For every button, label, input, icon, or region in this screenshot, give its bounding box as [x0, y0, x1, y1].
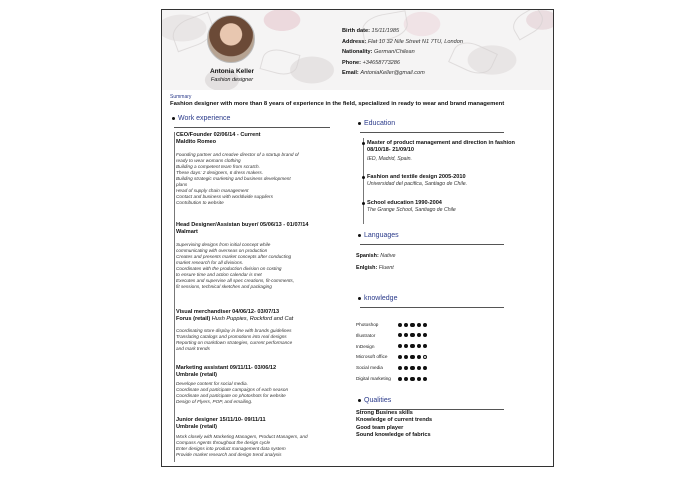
rating-filled-dot-icon [417, 323, 421, 327]
divider [360, 307, 504, 308]
timeline-line [363, 138, 364, 224]
contact-phone: Phone: +34658773286 [342, 59, 401, 66]
education-school: IED, Madrid, Spain. [367, 156, 412, 162]
rating-filled-dot-icon [398, 355, 402, 359]
summary-label: Summary [170, 94, 192, 100]
divider [360, 132, 504, 133]
job-bullets: Supervising designs from initial concept while communicating with overseas on production Creates and presents market concepts after conducting market research for all divisions. Coordinates with the production division on costing to ensure time and action calendar is met Executes and supervise all spec creations, fit-comments, fit sessions, technical sketches and packaging [176, 242, 295, 289]
rating-filled-dot-icon [423, 366, 427, 370]
timeline-dot-icon [362, 142, 365, 145]
rating-filled-dot-icon [398, 323, 402, 327]
rating-filled-dot-icon [410, 377, 414, 381]
job-bullets: Develope content for social media. Coordinate and participate campaigns of each season Coordinate and participate on photoshots for website Design of Flyers, POP, and emailing. [176, 381, 289, 404]
job-bullets: Founding partner and creative director of a startup brand of ready to wear womans clothing Building a competent team from scratch. These days: 2 designers, 6 dress makers. Building strategic marketing and business development plans Head of supply chain management Contact and business with worldwide suppliers Contribution to website [176, 152, 299, 205]
rating-filled-dot-icon [417, 355, 421, 359]
skill-name: Photoshop [356, 322, 379, 327]
rating-filled-dot-icon [423, 323, 427, 327]
rating-filled-dot-icon [404, 355, 408, 359]
rating-filled-dot-icon [398, 366, 402, 370]
education-school: The Grange School, Santiago de Chile [367, 207, 456, 213]
quality-item: Sound knowledge of fabrics [356, 432, 431, 439]
education-heading: Education [358, 120, 395, 127]
rating-filled-dot-icon [398, 344, 402, 348]
bullet-icon [358, 297, 361, 300]
work-experience-heading: Work experience [172, 115, 230, 122]
quality-item: Strong Busines skills [356, 410, 413, 416]
language-spanish: Spanish: Native [356, 253, 396, 259]
rating-filled-dot-icon [423, 344, 427, 348]
rating-filled-dot-icon [423, 377, 427, 381]
rating-filled-dot-icon [398, 333, 402, 337]
rating-filled-dot-icon [417, 333, 421, 337]
skill-name: InDesign [356, 343, 375, 349]
education-title: Fashion and textile design 2005-2010 [367, 174, 466, 180]
summary-text: Fashion designer with more than 8 years of experience in the field, specialized in ready to wear and brand management [170, 101, 505, 107]
education-school: Universidad del pacifica, Santiago de Chile. [367, 181, 468, 187]
skill-rating [398, 323, 427, 327]
rating-filled-dot-icon [410, 355, 414, 359]
languages-heading: Languages [358, 232, 399, 239]
header-banner [162, 10, 553, 90]
bullet-icon [172, 117, 175, 120]
rating-filled-dot-icon [398, 377, 402, 381]
contact-email: Email: AntoniaKeller@gmail.com [342, 70, 425, 77]
job-title: CEO/Founder 02/06/14 - Current Maldito Romeo [176, 132, 261, 145]
rating-empty-dot-icon [423, 355, 427, 359]
rating-filled-dot-icon [404, 366, 408, 370]
education-title: School education 1990-2004 [367, 200, 442, 206]
job-bullets: Work closely with Marketing Managers, Product Managers, and Compass Agents throughout the design cycle Enter designs into product management data system Provide market research and design trend analysis [176, 434, 308, 457]
quality-item: Good team player [356, 424, 404, 431]
skill-name: Digital marketing [356, 376, 391, 381]
rating-filled-dot-icon [423, 333, 427, 337]
education-title: Master of product management and direction in fashion 08/10/18- 21/09/10 [367, 140, 515, 153]
divider [360, 244, 504, 245]
rating-filled-dot-icon [417, 366, 421, 370]
language-english: Enlgish: Fluent [356, 265, 394, 271]
rating-filled-dot-icon [417, 344, 421, 348]
qualities-list [356, 410, 432, 440]
profile-name: Antonia Keller [209, 68, 255, 75]
quality-item: Knowledge of current trends [356, 417, 433, 424]
skill-name: Microsoft office [356, 354, 388, 360]
resume-page [161, 9, 554, 467]
divider [174, 127, 330, 128]
profile-role: Fashion designer [210, 77, 254, 83]
contact-details [342, 26, 463, 79]
skill-rating [398, 366, 427, 370]
profile-photo [207, 15, 255, 63]
job-title: Visual merchandiser 04/06/12- 03/07/13 Forus (retail) Hush Puppies, Rockford and Cat [176, 309, 294, 322]
rating-filled-dot-icon [410, 333, 414, 337]
rating-filled-dot-icon [404, 377, 408, 381]
skill-rating [398, 355, 427, 359]
rating-filled-dot-icon [404, 323, 408, 327]
qualities-heading: Qualities [358, 397, 391, 404]
timeline-dot-icon [362, 176, 365, 179]
timeline-line [174, 132, 175, 462]
contact-address: Address: Flat 10 32 Nile Street N1 7TU, London [342, 38, 463, 45]
job-title: Head Designer/Assistan buyer/ 05/06/13 - 01/07/14 Walmart [176, 222, 309, 235]
bullet-icon [358, 122, 361, 125]
bullet-icon [358, 399, 361, 402]
job-title: Marketing assistant 09/11/11- 03/06/12 Umbrale (retail) [176, 365, 277, 378]
rating-filled-dot-icon [417, 377, 421, 381]
contact-birth-date: Birth date: 15/11/1985 [342, 28, 400, 34]
skill-rating [398, 344, 427, 348]
skill-rating [398, 333, 427, 337]
bullet-icon [358, 234, 361, 237]
rating-filled-dot-icon [410, 323, 414, 327]
rating-filled-dot-icon [404, 344, 408, 348]
contact-nationality: Nationality: German/Chilean [342, 49, 415, 56]
knowledge-heading: knowledge [358, 295, 397, 302]
skill-name: Illustrator [356, 332, 376, 338]
rating-filled-dot-icon [404, 333, 408, 337]
skill-name: Social media [356, 365, 383, 371]
job-bullets: Coordinating store display in line with brands guidelines Translating catalogs and promotions into real designs Reporting on markdown strategies, current performance and mark trends [176, 328, 293, 351]
rating-filled-dot-icon [410, 366, 414, 370]
timeline-dot-icon [362, 202, 365, 205]
rating-filled-dot-icon [410, 344, 414, 348]
job-title: Junior designer 15/11/10- 09/11/11 Umbrale (retail) [176, 417, 266, 430]
skill-rating [398, 377, 427, 381]
